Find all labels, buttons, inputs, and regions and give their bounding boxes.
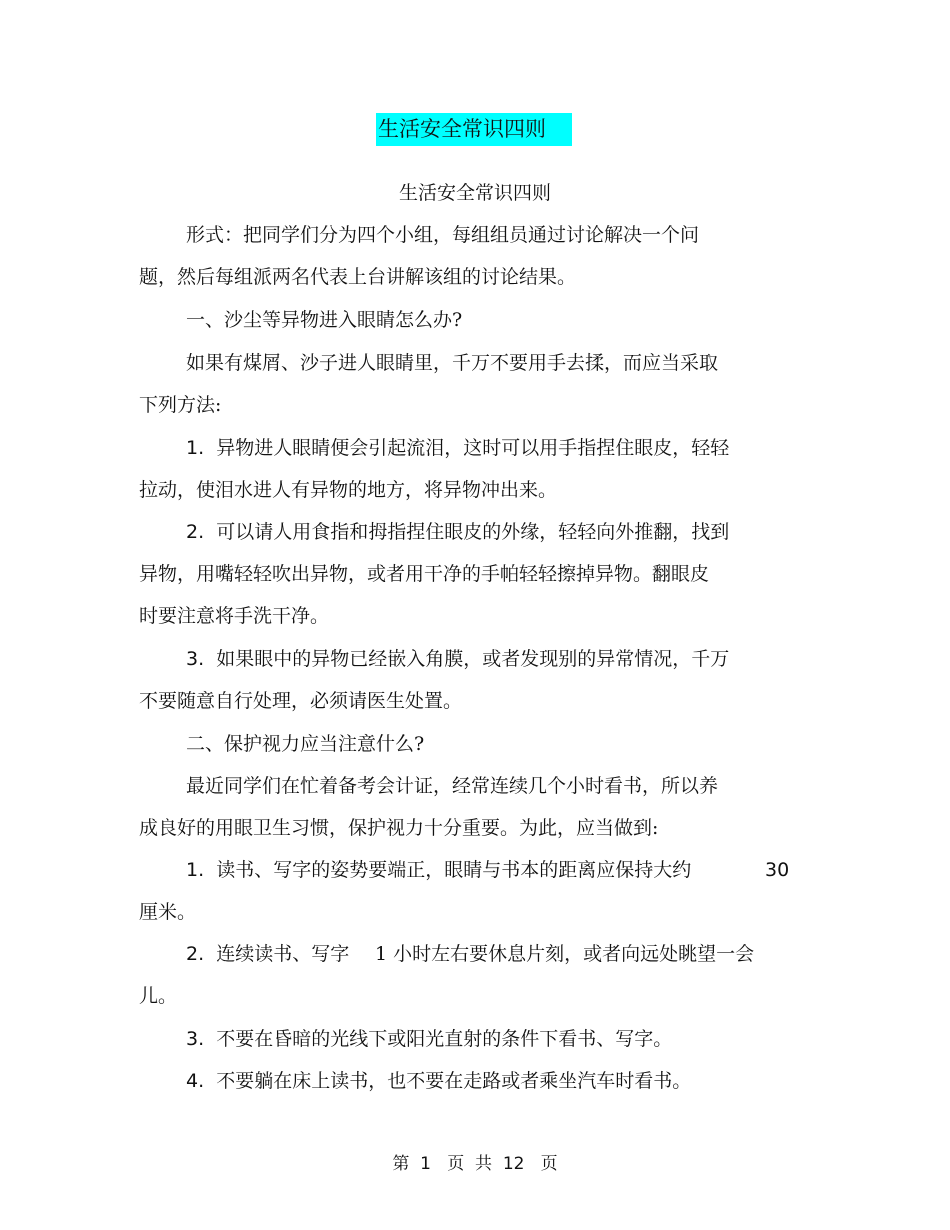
total-pages-number: 12 <box>502 1154 525 1174</box>
footer-prefix: 第 <box>392 1154 410 1174</box>
paragraph-line: 成良好的用眼卫生习惯，保护视力十分重要。为此，应当做到: <box>139 817 659 839</box>
paragraph-line: 拉动，使泪水进人有异物的地方，将异物冲出来。 <box>139 479 558 501</box>
footer-page-word: 页 <box>447 1154 465 1174</box>
list-number: 1. <box>186 437 205 459</box>
list-text: 不要在昏暗的光线下或阳光直射的条件下看书、写字。 <box>216 1028 673 1050</box>
paragraph-line: 题，然后每组派两名代表上台讲解该组的讨论结果。 <box>139 266 577 288</box>
highlighted-title: 生活安全常识四则 <box>376 113 572 146</box>
paragraph-line: 如果有煤屑、沙子进人眼睛里，千万不要用手去揉，而应当采取 <box>186 352 719 374</box>
paragraph-line: 形式：把同学们分为四个小组，每组组员通过讨论解决一个问 <box>186 224 700 246</box>
paragraph-line: 异物，用嘴轻轻吹出异物，或者用干净的手帕轻轻擦掉异物。翻眼皮 <box>139 563 710 585</box>
paragraph-line: 时要注意将手洗干净。 <box>139 605 330 627</box>
section-heading: 二、保护视力应当注意什么? <box>186 733 425 755</box>
footer-suffix: 页 <box>540 1154 558 1174</box>
footer-total-word: 共 <box>475 1154 492 1174</box>
paragraph-line: 不要随意自行处理，必须请医生处置。 <box>139 690 463 712</box>
list-text: 连续读书、写字 <box>216 943 350 965</box>
list-number: 2. <box>186 521 205 543</box>
list-number: 1. <box>186 859 205 881</box>
list-item <box>186 519 729 545</box>
list-item <box>186 646 729 672</box>
page-footer <box>0 1152 950 1176</box>
list-text: 可以请人用食指和拇指捏住眼皮的外缘，轻轻向外推翻，找到 <box>216 521 730 543</box>
list-text: 读书、写字的姿势要端正，眼睛与书本的距离应保持大约 <box>216 859 692 881</box>
list-text: 如果眼中的异物已经嵌入角膜，或者发现别的异常情况，千万 <box>216 648 730 670</box>
list-item <box>186 1068 691 1094</box>
list-number: 3. <box>186 1028 205 1050</box>
paragraph-line: 儿。 <box>139 985 178 1007</box>
list-item <box>186 1026 672 1052</box>
measurement-value: 30 <box>765 859 790 881</box>
section-heading: 一、沙尘等异物进入眼睛怎么办? <box>186 309 463 331</box>
list-text: 异物进人眼睛便会引起流泪，这时可以用手指捏住眼皮，轻轻 <box>216 437 730 459</box>
list-item <box>186 857 691 883</box>
list-number: 4. <box>186 1070 205 1092</box>
list-text-continued: 1 小时左右要休息片刻，或者向远处眺望一会 <box>375 943 755 965</box>
list-number: 2. <box>186 943 205 965</box>
list-text: 不要躺在床上读书，也不要在走路或者乘坐汽车时看书。 <box>216 1070 692 1092</box>
paragraph-line: 厘米。 <box>139 901 197 923</box>
paragraph-line: 下列方法: <box>139 394 222 416</box>
paragraph-line: 最近同学们在忙着备考会计证，经常连续几个小时看书，所以养 <box>186 775 719 797</box>
list-number: 3. <box>186 648 205 670</box>
document-subtitle: 生活安全常识四则 <box>398 182 551 204</box>
list-item <box>186 941 349 967</box>
list-item <box>186 435 729 461</box>
current-page-number: 1 <box>420 1154 431 1174</box>
